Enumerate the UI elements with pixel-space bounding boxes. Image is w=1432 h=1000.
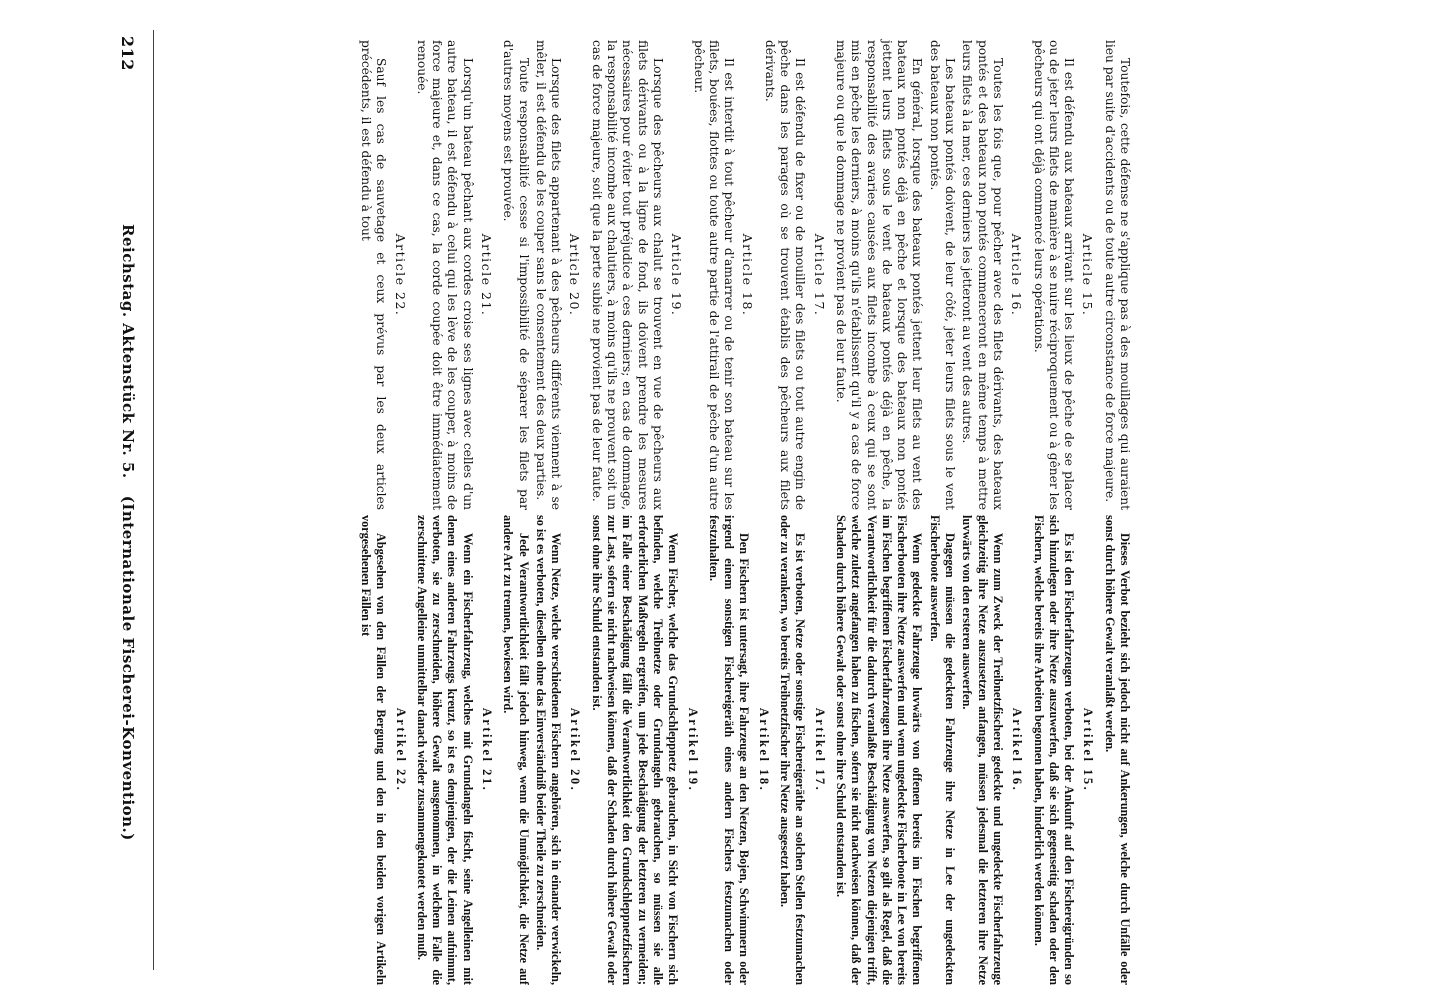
german-column (0, 515, 1132, 985)
french-column (0, 40, 1132, 510)
fr-article-22-title: Article 22. (392, 233, 408, 317)
fr-article-21-title: Article 21. (479, 233, 495, 317)
fr-article-16-title: Article 16. (1009, 233, 1025, 317)
fr-article-21-text: Lorsqu'un bateau pêchant aux cordes croise ses lignes avec celles d'un autre bateau, il est défendu à celui qui les lève de les couper, à moins de force majeure et, dans ce cas, la corde coupée doit être immédiatement renouée. (414, 40, 475, 510)
de-article-21-text: Wenn ein Fischerfahrzeug, welches mit Grundangeln fischt, seine Angelleinen mit denen eines anderen Fahrzeugs kreuzt, so ist es demjenigen, der die Leinen aufnimmt, verboten, sie zu zerschneiden, höhere Gewalt ausgenommen, in welchem Falle die zerschnittene Angelleine unmittelbar danach wieder zusammengeknotet werden muß. (414, 515, 475, 985)
fr-article-17-text: Il est défendu de fixer ou de mouiller des filets ou tout autre engin de pêche dans les parages où se trouvent établis des pêcheurs aux filets dérivants. (762, 40, 808, 510)
fr-article-15-title: Article 15. (1080, 233, 1096, 317)
fr-article-18-title: Article 18. (740, 233, 756, 317)
de-article-20-p2: Jede Verantwortlichkeit fällt jedoch hinweg, wenn die Unmöglichkeit, die Netze auf andere Art zu trennen, bewiesen wird. (501, 515, 531, 985)
fr-article-18-text: Il est interdit à tout pêcheur d'amarrer ou de tenir son bateau sur les filets, bouées, flottes ou toute autre partie de l'attirail de pêche d'un autre pêcheur. (691, 40, 737, 510)
de-article-15-text: Es ist den Fischerfahrzeugen verboten, bei der Ankunft auf den Fischereigründen so sich hinzulegen oder ihre Netze auszuwerfen, daß sie sich gegenseitig schaden oder den Fischern, welche bereits ihre Arbeiten begonnen haben, hinderlich werden können. (1031, 515, 1077, 985)
de-article-16-p1: Wenn zum Zweck der Treibnetzfischerei gedeckte und ungedeckte Fischerfahrzeuge gleichzeitig ihre Netze auszusetzen anfangen, müssen jedesmal die letzteren ihre Netze luvwärts von den ersteren auswerfen. (960, 515, 1005, 985)
de-intro: Dieses Verbot bezieht sich jedoch nicht auf Ankerungen, welche durch Unfälle oder sonst durch höhere Gewalt veranlaßt werden. (1102, 515, 1132, 985)
de-article-19-title: Artikel 19. (685, 707, 700, 793)
fr-article-20-p1: Lorsque des filets appartenant à des pêcheurs différents viennent à se mêler, il est défendu de les couper sans le consentement des deux parties. (533, 40, 564, 510)
header-subtitle: (Internationale Fischerei-Konvention.) (119, 495, 137, 841)
fr-article-16-p3: En général, lorsque des bateaux pontés jettent leur filets au vent des bateaux non pontés déjà en pêche et lorsque des bateaux non pontés jettent leurs filets sous le vent de bateaux pontés déjà en pêche, la responsabilité des avaries causées aux filets incombe à ceux qui se sont mis en pêche les derniers, à moins qu'ils n'établissent qu'il y a cas de force majeure ou que le dommage ne provient pas de leur faute. (833, 40, 925, 510)
de-article-17-text: Es ist verboten, Netze oder sonstige Fischereigeräthe an solchen Stellen festzumachen oder zu verankern, wo bereits Treibnetzfischer ihre Netze ausgesetzt haben. (778, 515, 808, 985)
header-title: Reichstag. Aktenstück Nr. 5. (119, 224, 137, 479)
fr-article-22-text: Sauf les cas de sauvetage et ceux prévus par les deux articles précédents, il est défendu à tout (358, 40, 389, 510)
fr-article-19-title: Article 19. (669, 233, 685, 317)
fr-article-16-p2: Les bateaux pontés doivent, de leur côté, jeter leurs filets sous le vent des bateaux non pontés. (927, 40, 958, 510)
de-article-18-title: Artikel 18. (756, 707, 771, 793)
de-article-18-text: Den Fischern ist untersagt, ihre Fahrzeuge an den Netzen, Bojen, Schwimmern oder irgend einem sonstigen Fischereigeräth eines andern Fischers festzumachen oder festzuhalten. (706, 515, 752, 985)
page-number: 212 (118, 36, 138, 71)
de-article-21-title: Artikel 21. (480, 707, 495, 793)
de-article-20-p1: Wenn Netze, welche verschiedenen Fischern angehören, sich in einander verwickeln, so ist es verboten, dieselben ohne das Einverständniß beider Theile zu zerschneiden. (533, 515, 564, 985)
fr-article-16-p1: Toutes les fois que, pour pêcher avec des filets dérivants, des bateaux pontés et des bateaux non pontés commenceront en même temps à mettre leurs filets à la mer, ces derniers les jetteront au vent des autres. (960, 40, 1005, 510)
de-article-22-title: Artikel 22. (393, 707, 408, 793)
fr-article-20-p2: Toute responsabilité cesse si l'impossibilité de séparer les filets par d'autres moyens est prouvée. (501, 40, 531, 510)
fr-intro: Toutefois, cette défense ne s'applique pas à des mouillages qui auraient lieu par suite d'accidents ou de toute autre circonstance de force majeure. (1102, 40, 1132, 510)
fr-article-17-title: Article 17. (811, 233, 827, 317)
de-article-20-title: Artikel 20. (568, 707, 583, 793)
fr-article-20-title: Article 20. (567, 233, 583, 317)
de-article-16-p3: Wenn gedeckte Fahrzeuge luvwärts von offenen bereits im Fischen begriffenen Fischerbooten ihre Netze auswerfen und wenn ungedeckte Fischerboote in Lee von bereits im Fischen begriffenen Fischerfahrzeugen ihre Netze auswerfen, so gilt als Regel, daß die Verantwortlichkeit für die dadurch veranlaßte Beschädigung von Netzen diejenigen trifft, welche zuletzt angefangen haben zu fischen, sofern sie nicht nachweisen können, daß der Schaden durch höhere Gewalt oder sonst ohne ihre Schuld entstanden ist. (833, 515, 925, 985)
de-article-17-title: Artikel 17. (812, 707, 827, 793)
fr-article-19-text: Lorsque des pêcheurs aux chalut se trouvent en vue de pêcheurs aux filets dérivants ou à la ligne de fond, ils doivent prendre les mesures nécessaires pour éviter tout préjudice à ces derniers; en cas de dommage, la responsabilité incombe aux chalutiers, à moins qu'ils ne prouvent soit un cas de force majeure, soit que la perte subie ne provient pas de leur faute. (589, 40, 665, 510)
fr-article-15-text: Il est défendu aux bateaux arrivant sur les lieux de pêche de se placer ou de jeter leurs filets de manière à se nuire réciproquement ou à gêner les pêcheurs qui ont déjà commencé leurs opérations. (1031, 40, 1077, 510)
de-article-16-title: Artikel 16. (1010, 707, 1025, 793)
de-article-16-p2: Dagegen müssen die gedeckten Fahrzeuge ihre Netze in Lee der ungedeckten Fischerboote auswerfen. (927, 515, 958, 985)
de-article-15-title: Artikel 15. (1081, 707, 1096, 793)
de-article-19-text: Wenn Fischer, welche das Grundschleppnetz gebrauchen, in Sicht von Fischern sich befinden, welche Treibnetze oder Grundangeln gebrauchen, so müssen sie alle erforderlichen Maßregeln ergreifen, um jede Beschädigung der letzteren zu vermeiden; im Falle einer Beschädigung fällt die Verantwortlichkeit den Grundschleppnetzfischern zur Last, sofern sie nicht nachweisen können, daß der Schaden durch höhere Gewalt oder sonst ohne ihre Schuld entstanden ist. (589, 515, 681, 985)
de-article-22-text: Abgesehen von den Fällen der Bergung und den in den beiden vorigen Artikeln vorgesehenen Fällen ist (358, 515, 389, 985)
